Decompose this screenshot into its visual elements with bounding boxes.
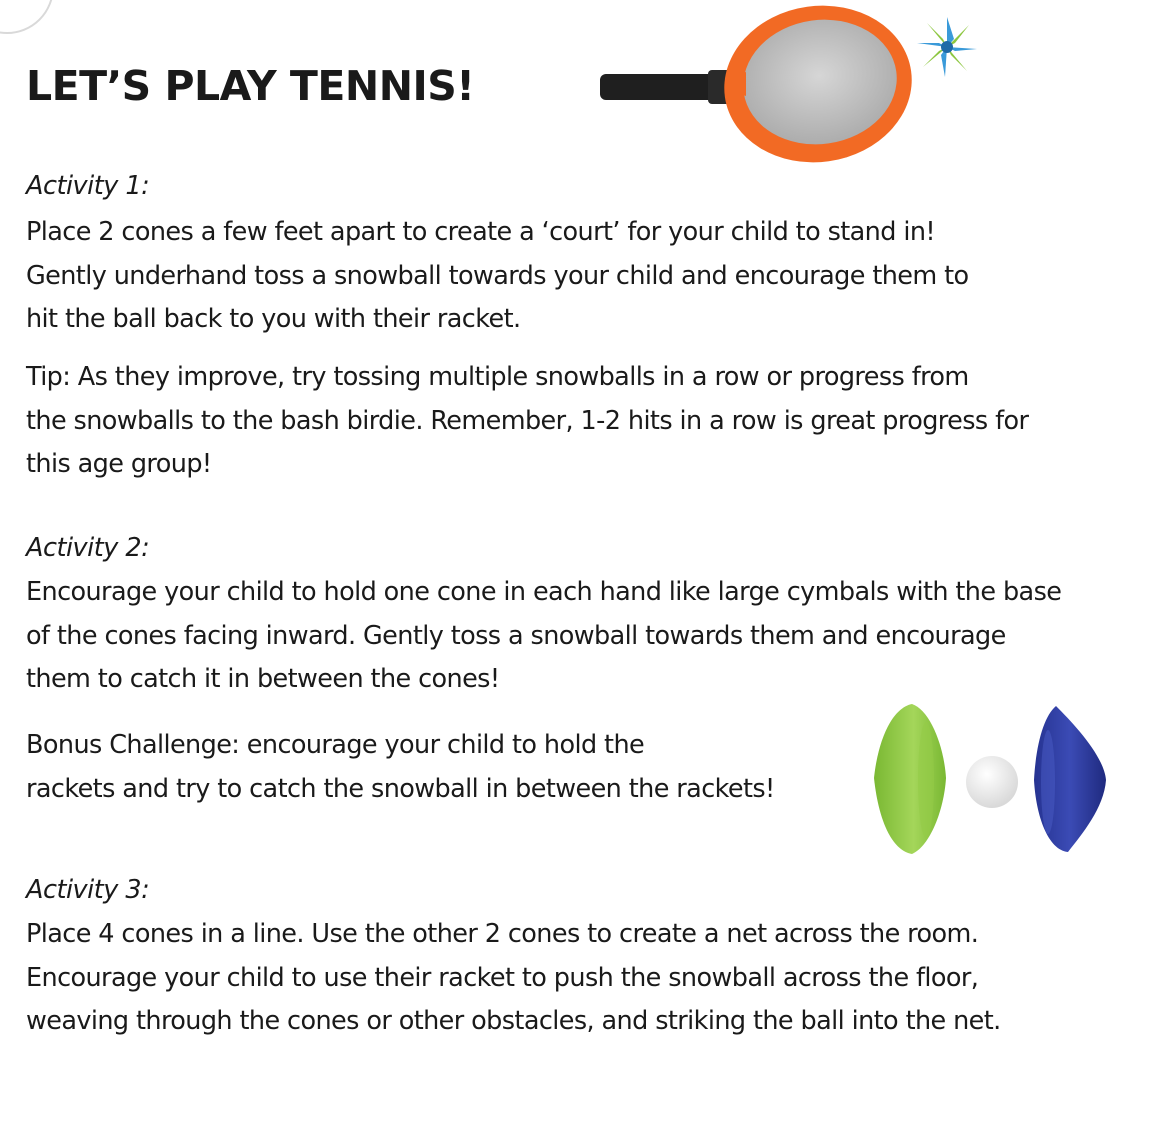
activity-3-text bbox=[26, 913, 1001, 1044]
activity-2-heading: Activity 2: bbox=[26, 533, 150, 563]
corner-decoration bbox=[0, 0, 54, 34]
text-line: Place 4 cones in a line. Use the other 2 cones to create a net across the room. bbox=[26, 919, 979, 949]
activity-1-text bbox=[26, 211, 969, 342]
page-title: LET’S PLAY TENNIS! bbox=[26, 62, 475, 110]
text-line: Gently underhand toss a snowball towards your child and encourage them to bbox=[26, 260, 969, 291]
text-line: Bonus Challenge: encourage your child to hold the bbox=[26, 730, 645, 760]
text-line: the snowballs to the bash birdie. Remember, 1-2 hits in a row is great progress for bbox=[26, 405, 1029, 436]
text-line: of the cones facing inward. Gently toss a snowball towards them and encourage bbox=[26, 620, 1006, 651]
cones-and-snowball-icon bbox=[868, 700, 1113, 860]
text-line: this age group! bbox=[26, 449, 212, 479]
bash-birdie-icon bbox=[912, 14, 982, 80]
activity-1-tip bbox=[26, 356, 1028, 487]
text-line: hit the ball back to you with their racket. bbox=[26, 304, 521, 334]
activity-2-bonus bbox=[26, 724, 775, 811]
text-line: Place 2 cones a few feet apart to create a ‘court’ for your child to stand in! bbox=[26, 217, 936, 247]
text-line: Tip: As they improve, try tossing multiple snowballs in a row or progress from bbox=[26, 362, 969, 392]
activity-3-heading: Activity 3: bbox=[26, 875, 150, 905]
activity-1-heading: Activity 1: bbox=[26, 171, 150, 201]
tennis-racket-icon bbox=[596, 2, 918, 164]
text-line: weaving through the cones or other obstacles, and striking the ball into the net. bbox=[26, 1006, 1001, 1036]
text-line: Encourage your child to use their racket to push the snowball across the floor, bbox=[26, 962, 979, 993]
text-line: them to catch it in between the cones! bbox=[26, 664, 500, 694]
activity-2-text bbox=[26, 571, 1061, 702]
text-line: Encourage your child to hold one cone in each hand like large cymbals with the base bbox=[26, 577, 1062, 607]
text-line: rackets and try to catch the snowball in between the rackets! bbox=[26, 773, 775, 804]
